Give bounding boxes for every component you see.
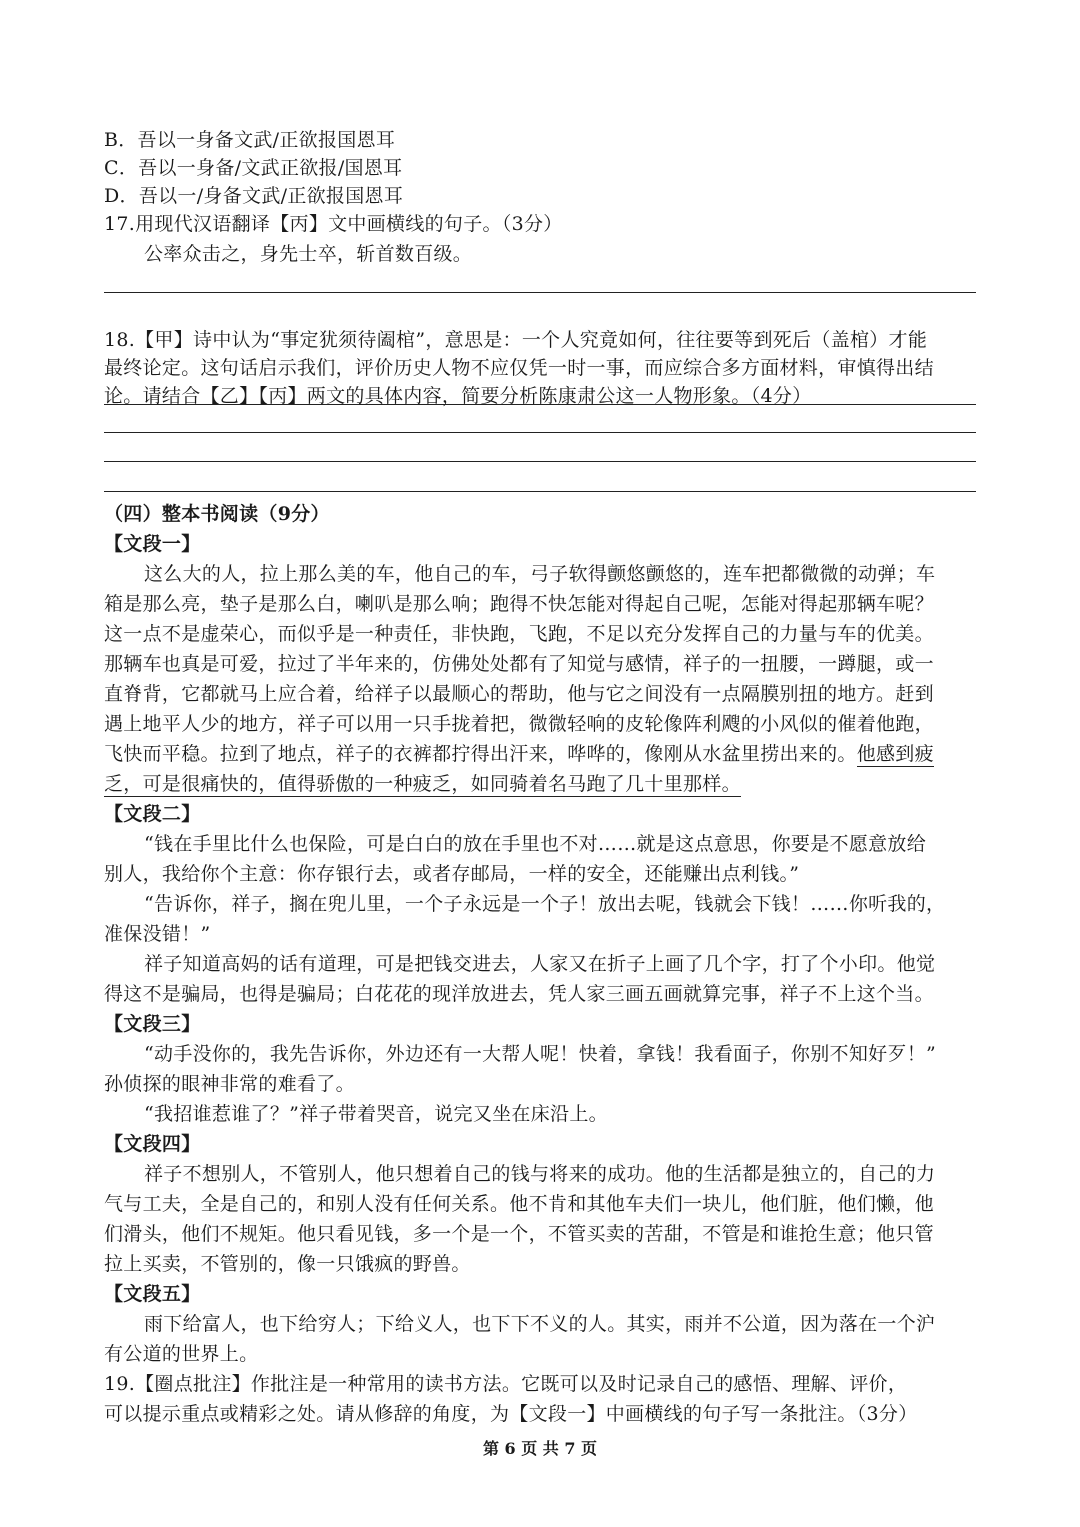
- answer-line: [104, 404, 976, 405]
- q18-line: 18.【甲】诗中认为“事定犹须待阖棺”，意思是：一个人究竟如何，往往要等到死后（盖棺）才能: [104, 329, 928, 351]
- passage-line: 箱是那么亮，垫子是那么白，喇叭是那么响；跑得不快怎能对得起自己呢，怎能对得起那辆车呢？: [104, 593, 934, 615]
- passage-line: “告诉你，祥子，搁在兜儿里，一个子永远是一个子！放出去呢，钱就会下钱！……你听我的，: [144, 893, 946, 915]
- passage-line: 准保没错！”: [104, 923, 211, 945]
- passage-label: 【文段三】: [104, 1013, 201, 1035]
- passage-line: 这一点不是虚荣心，而似乎是一种责任，非快跑，飞跑，不足以充分发挥自己的力量与车的优美。: [104, 623, 934, 645]
- passage-line: [104, 740, 934, 768]
- passage-line: 遇上地平人少的地方，祥子可以用一只手拢着把，微微轻响的皮轮像阵利飕的小风似的催着他跑，: [104, 713, 934, 735]
- option-d: D．吾以一/身备文武/正欲报国恩耳: [104, 185, 404, 207]
- passage-line: 们滑头，他们不规矩。他只看见钱，多一个是一个，不管买卖的苦甜，不管是和谁抢生意；他只管: [104, 1223, 934, 1245]
- section-title: （四）整本书阅读（9分）: [104, 503, 330, 525]
- passage-label: 【文段一】: [104, 533, 201, 555]
- q18-line: 论。请结合【乙】【丙】两文的具体内容，简要分析陈康肃公这一人物形象。（4分）: [104, 385, 812, 407]
- passage-line: 别人，我给你个主意：你存银行去，或者存邮局，一样的安全，还能赚出点利钱。”: [104, 863, 800, 885]
- passage-line: “钱在手里比什么也保险，可是白白的放在手里也不对……就是这点意思，你要是不愿意放给: [144, 833, 927, 855]
- underlined-sentence: 他感到疲: [856, 743, 934, 765]
- page-footer: 第 6 页 共 7 页: [482, 1439, 598, 1458]
- underlined-sentence: 乏，可是很痛快的，值得骄傲的一种疲乏，如同骑着名马跑了几十里那样。: [104, 773, 741, 795]
- passage-line: “我招谁惹谁了？”祥子带着哭音，说完又坐在床沿上。: [144, 1103, 608, 1125]
- passage-line: 孙侦探的眼神非常的难看了。: [104, 1073, 355, 1095]
- passage-line: 得这不是骗局，也得是骗局；白花花的现洋放进去，凭人家三画五画就算完事，祥子不上这个当。: [104, 983, 934, 1005]
- answer-line: [104, 432, 976, 433]
- q17-prompt: 17.用现代汉语翻译【丙】文中画横线的句子。（3分）: [104, 213, 563, 235]
- q19-line: 可以提示重点或精彩之处。请从修辞的角度，为【文段一】中画横线的句子写一条批注。（3分）: [104, 1403, 918, 1425]
- passage-line: 有公道的世界上。: [104, 1343, 259, 1365]
- passage-line: 祥子知道高妈的话有道理，可是把钱交进去，人家又在折子上画了几个字，打了个小印。他觉: [144, 953, 936, 975]
- q19-line: 19.【圈点批注】作批注是一种常用的读书方法。它既可以及时记录自己的感悟、理解、评价，: [104, 1373, 908, 1395]
- passage-label: 【文段四】: [104, 1133, 201, 1155]
- q18-line: 最终论定。这句话启示我们，评价历史人物不应仅凭一时一事，而应综合多方面材料，审慎得出结: [104, 357, 934, 379]
- passage-line: 祥子不想别人，不管别人，他只想着自己的钱与将来的成功。他的生活都是独立的，自己的力: [144, 1163, 936, 1185]
- passage-label: 【文段五】: [104, 1283, 201, 1305]
- passage-line: 那辆车也真是可爱，拉过了半年来的，仿佛处处都有了知觉与感情，祥子的一扭腰，一蹲腿，或一: [104, 653, 934, 675]
- passage-label: 【文段二】: [104, 803, 201, 825]
- q17-sentence: 公率众击之，身先士卒，斩首数百级。: [144, 243, 473, 265]
- passage-line: 雨下给富人，也下给穷人；下给义人，也下下不义的人。其实，雨并不公道，因为落在一个沪: [144, 1313, 936, 1335]
- passage-line: “动手没你的，我先告诉你，外边还有一大帮人呢！快着，拿钱！我看面子，你别不知好歹！”: [144, 1043, 937, 1065]
- answer-line: [104, 491, 976, 492]
- answer-line: [104, 461, 976, 462]
- answer-line: [104, 292, 976, 293]
- passage-line: 气与工夫，全是自己的，和别人没有任何关系。他不肯和其他车夫们一块儿，他们脏，他们懒，他: [104, 1193, 934, 1215]
- passage-text: 飞快而平稳。拉到了地点，祥子的衣裤都拧得出汗来，哗哗的，像刚从水盆里捞出来的。: [104, 743, 857, 765]
- passage-line: 这么大的人，拉上那么美的车，他自己的车，弓子软得颤悠颤悠的，连车把都微微的动弹；车: [144, 563, 936, 585]
- passage-line: 直脊背，它都就马上应合着，给祥子以最顺心的帮助，他与它之间没有一点隔膜别扭的地方。赶到: [104, 683, 934, 705]
- passage-line: [104, 770, 741, 798]
- passage-line: 拉上买卖，不管别的，像一只饿疯的野兽。: [104, 1253, 471, 1275]
- option-b: B．吾以一身备文武/正欲报国恩耳: [104, 129, 396, 151]
- option-c: C．吾以一身备/文武正欲报/国恩耳: [104, 157, 403, 179]
